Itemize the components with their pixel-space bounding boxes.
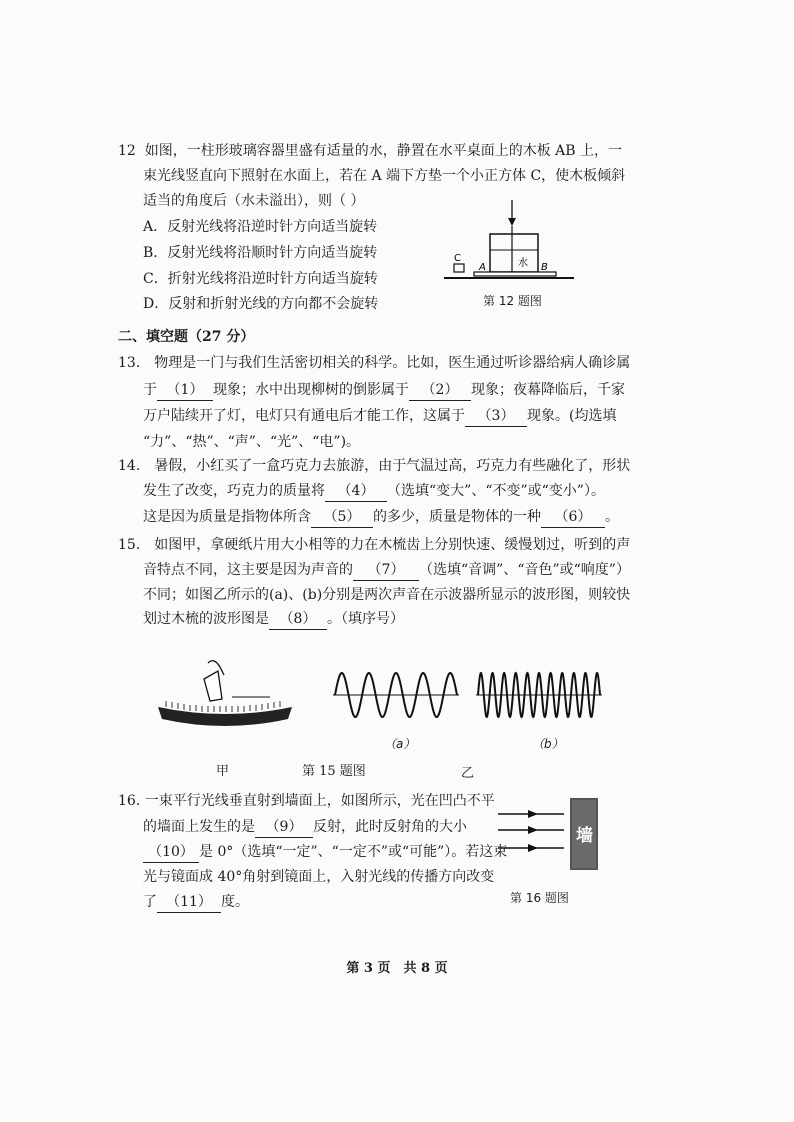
label-jia: 甲 xyxy=(216,764,230,779)
blank-8: （8） xyxy=(269,609,327,630)
label-b: B xyxy=(541,262,548,273)
q12-number: 12 xyxy=(118,143,136,159)
label-yi: 乙 xyxy=(461,766,475,781)
q16-line2 xyxy=(143,817,467,838)
cube-c xyxy=(454,264,464,272)
q16-text: 的墙面上发生的是 xyxy=(143,819,255,835)
q16-line3 xyxy=(143,842,507,863)
blank-11: （11） xyxy=(157,892,221,913)
q12-line1 xyxy=(118,141,622,161)
q14-text: 的多少，质量是物体的一种 xyxy=(373,509,541,525)
q15-figure-caption: 第 15 题图 xyxy=(302,764,366,779)
q16-figure-caption: 第 16 题图 xyxy=(510,891,569,905)
blank-3: （3） xyxy=(465,406,527,427)
label-b-wave: （b） xyxy=(532,737,564,751)
q12-option-a: A．反射光线将沿逆时针方向适当旋转 xyxy=(143,219,378,235)
q12-option-b: B．反射光线将沿顺时针方向适当旋转 xyxy=(143,245,378,261)
glass-container xyxy=(490,234,538,272)
blank-5: （5） xyxy=(311,507,373,528)
wall-figure xyxy=(494,794,604,874)
q16-text: 度。 xyxy=(221,894,249,910)
q13-line2 xyxy=(143,380,625,401)
q13-text: 现象。(均选填 xyxy=(527,408,617,424)
blank-2: （2） xyxy=(409,380,471,401)
waveform-a xyxy=(333,668,459,722)
q15-line1: 15. 如图甲，拿硬纸片用大小相等的力在木梳齿上分别快速、缓慢划过，听到的声 xyxy=(118,537,631,553)
q15-line4 xyxy=(143,609,404,630)
blank-1: （1） xyxy=(157,380,213,401)
comb-body xyxy=(158,707,292,726)
ray-arrowhead xyxy=(508,218,516,226)
blank-4: （4） xyxy=(325,481,387,502)
label-a-wave: （a） xyxy=(384,737,416,751)
blank-9: （9） xyxy=(255,817,313,838)
q15-text: 划过木梳的波形图是 xyxy=(143,611,269,627)
q14-text: （选填“变大”、“不变”或“变小”）。 xyxy=(387,483,605,499)
q13-line1: 13. 物理是一门与我们生活密切相关的科学。比如，医生通过听诊器给病人确诊属 xyxy=(118,355,631,371)
q12-line3: 适当的角度后（水未溢出），则（ ） xyxy=(143,193,365,209)
blank-7: （7） xyxy=(353,560,419,581)
ray-arrow-1 xyxy=(528,810,538,818)
ray-arrow-3 xyxy=(528,844,538,852)
waveform-b xyxy=(476,668,602,722)
q16-line5 xyxy=(143,892,249,913)
paper-card xyxy=(204,671,222,701)
label-water: 水 xyxy=(518,258,528,269)
ray-arrow-2 xyxy=(528,826,538,834)
q13-text: 现象；水中出现柳树的倒影属于 xyxy=(213,382,409,398)
q16-line4: 光与镜面成 40°角射到镜面上，入射光线的传播方向改变 xyxy=(143,869,495,885)
q14-text: 这是因为质量是指物体所含 xyxy=(143,509,311,525)
q13-text: 于 xyxy=(143,382,157,398)
label-a: A xyxy=(479,262,486,273)
q15-line3: 不同；如图乙所示的(a)、(b)分别是两次声音在示波器所显示的波形图，则较快 xyxy=(143,587,631,603)
wall-label: 墙 xyxy=(576,826,593,846)
q14-line1: 14. 暑假，小红买了一盒巧克力去旅游，由于气温过高，巧克力有些融化了，形状 xyxy=(118,458,631,474)
q15-text: （选填“音调”、“音色”或“响度”） xyxy=(419,562,630,578)
q16-text: 了 xyxy=(143,894,157,910)
q14-text: 。 xyxy=(605,509,619,525)
q16-text: 是 0°（选填“一定”、“一定不”或“可能”）。若这束 xyxy=(199,844,508,860)
q14-line2 xyxy=(143,481,605,502)
q12-option-d: D．反射和折射光线的方向都不会旋转 xyxy=(143,296,379,312)
q16-line1: 16. 一束平行光线垂直射到墙面上，如图所示，光在凹凸不平 xyxy=(118,793,495,809)
comb-teeth xyxy=(166,701,280,712)
label-c: C xyxy=(454,253,461,264)
q16-text: 反射，此时反射角的大小 xyxy=(313,819,467,835)
q13-text: 现象；夜幕降临后，千家 xyxy=(471,382,625,398)
q15-text: 音特点不同，这主要是因为声音的 xyxy=(143,562,353,578)
section-title: 二、填空题（27 分） xyxy=(118,329,255,345)
q12-figure xyxy=(440,198,580,290)
blank-6: （6） xyxy=(541,507,605,528)
q12-line2: 束光线竖直向下照射在水面上，若在 A 端下方垫一个小正方体 C，使木板倾斜 xyxy=(143,168,626,184)
q14-line3 xyxy=(143,507,619,528)
q13-text: 万户陆续开了灯，电灯只有通电后才能工作，这属于 xyxy=(143,408,465,424)
q13-line4: “力”、“热”、“声”、“光”、“电”)。 xyxy=(143,434,361,450)
q15-line2 xyxy=(143,560,630,581)
q12-text1: 如图，一柱形玻璃容器里盛有适量的水，静置在水平桌面上的木板 AB 上，一 xyxy=(144,143,623,159)
blank-10: （10） xyxy=(143,842,199,863)
q12-option-c: C．折射光线将沿逆时针方向适当旋转 xyxy=(143,271,378,287)
q14-text: 发生了改变，巧克力的质量将 xyxy=(143,483,325,499)
q12-figure-caption: 第 12 题图 xyxy=(483,294,542,308)
q15-text: 。（填序号） xyxy=(327,611,404,627)
comb-figure xyxy=(150,655,300,730)
q13-line3 xyxy=(143,406,616,427)
page-footer: 第 3 页 共 8 页 xyxy=(346,961,448,976)
